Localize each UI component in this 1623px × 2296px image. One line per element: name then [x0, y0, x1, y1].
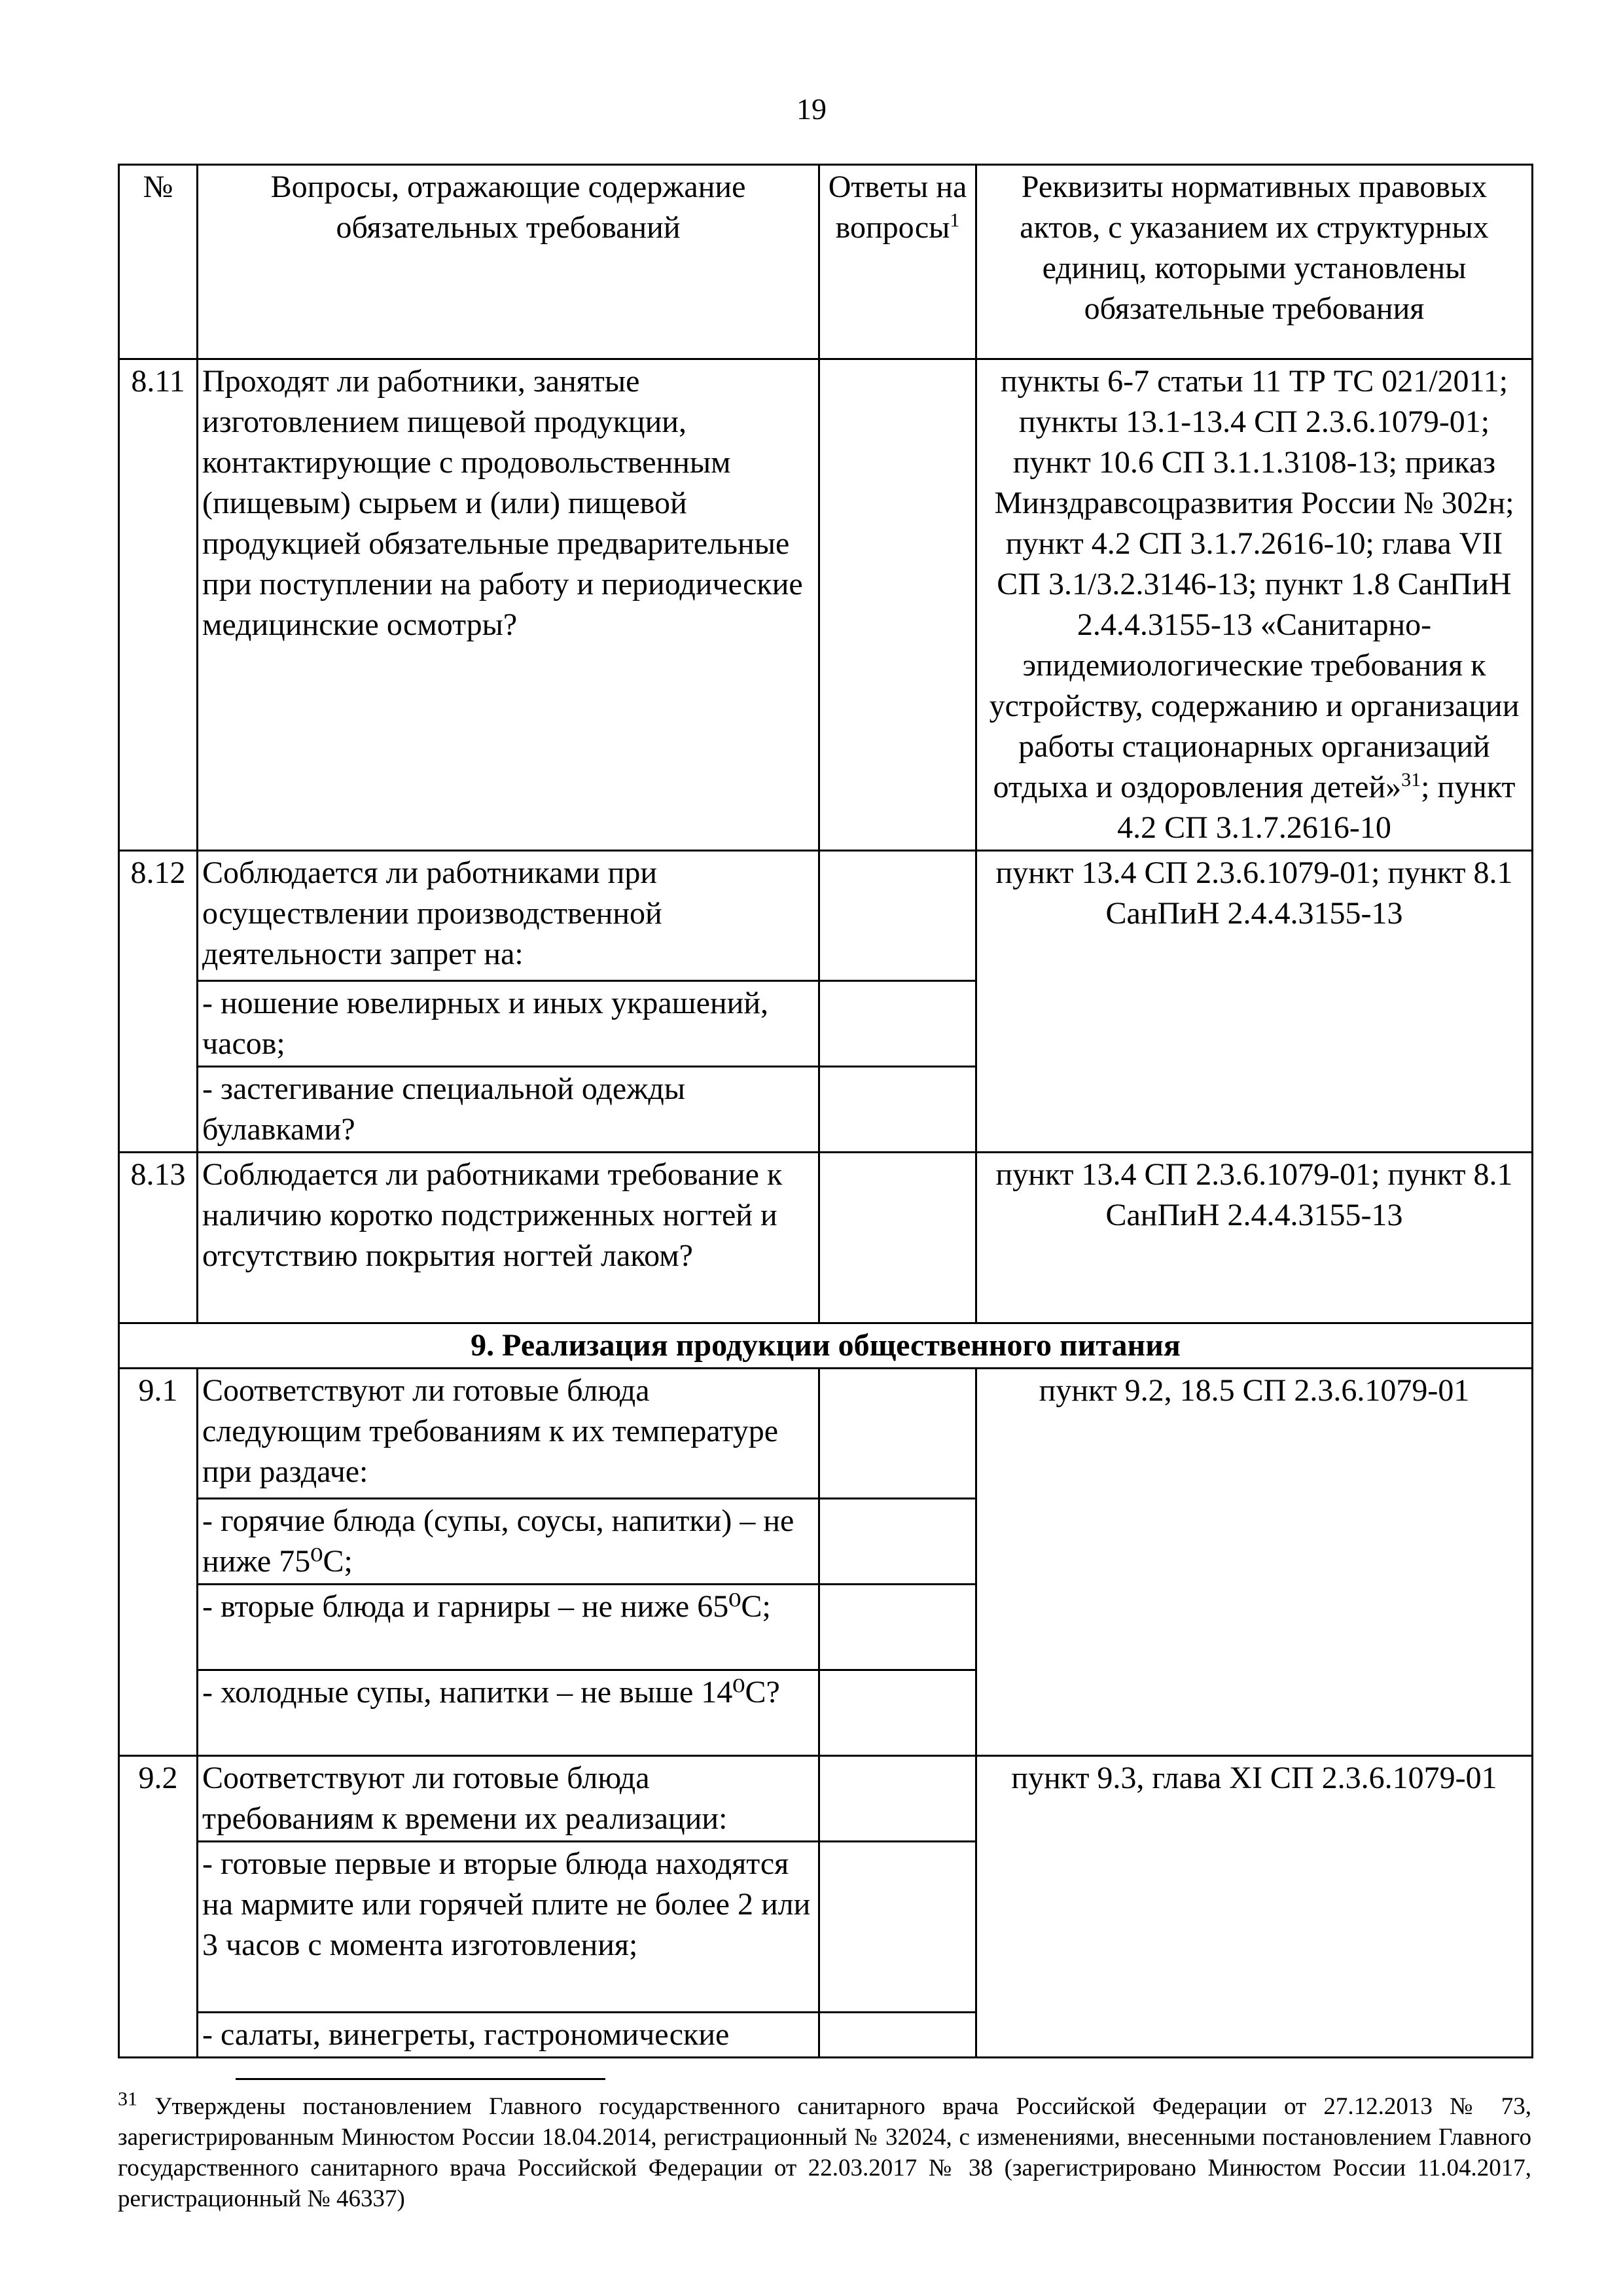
answer-cell[interactable] — [819, 1585, 976, 1670]
question-subitem: - вторые блюда и гарниры – не ниже 65⁰С; — [198, 1585, 819, 1670]
requisites-cell: пункт 9.3, глава XI СП 2.3.6.1079-01 — [976, 1756, 1533, 2058]
footnote-mark: 31 — [1401, 769, 1421, 791]
header-num: № — [119, 165, 198, 359]
row-number: 8.13 — [119, 1153, 198, 1323]
table-header-row — [119, 165, 1533, 359]
requisites-text-cont: ; пункт 4.2 СП 3.1.7.2616-10 — [1117, 770, 1516, 845]
section-title: 9. Реализация продукции общественного питания — [119, 1323, 1533, 1369]
answer-cell[interactable] — [819, 981, 976, 1067]
footnote-mark: 31 — [118, 2088, 137, 2110]
header-answers — [819, 165, 976, 359]
footnote-text: Утверждены постановлением Главного государственного санитарного врача Российской Федерации от 27.12.2013 № 73, зарегистрированным Минюстом России 18.04.2014, регистрационный № 32024, с изменениями, внесенными постановлением Главного государственного санитарного врача Российской Федерации от 22.03.2017 № 38 (зарегистрировано Минюстом России 11.04.2017, регистрационный № 46337) — [118, 2093, 1532, 2212]
requisites-text: пункты 6-7 статьи 11 ТР ТС 021/2011; пункты 13.1-13.4 СП 2.3.6.1079-01; пункт 10.6 СП 3.1.1.3108-13; приказ Минздравсоцразвития России № 302н; пункт 4.2 СП 3.1.7.2616-10; глава VII СП 3.1/3.2.3146-13; пункт 1.8 СанПиН 2.4.4.3155-13 «Санитарно-эпидемиологические требования к устройству, содержанию и организации работы стационарных организаций отдыха и оздоровления детей» — [989, 364, 1520, 804]
requisites-cell: пункт 13.4 СП 2.3.6.1079-01; пункт 8.1 СанПиН 2.4.4.3155-13 — [976, 851, 1533, 1153]
row-number: 8.12 — [119, 851, 198, 1153]
answer-cell[interactable] — [819, 1153, 976, 1323]
footnote — [118, 2088, 1532, 2214]
answer-cell[interactable] — [819, 359, 976, 851]
answer-cell[interactable] — [819, 1067, 976, 1153]
row-number: 8.11 — [119, 359, 198, 851]
question-cell: Соблюдается ли работниками требование к наличию коротко подстриженных ногтей и отсутствию покрытия ногтей лаком? — [198, 1153, 819, 1323]
answer-cell[interactable] — [819, 1756, 976, 1842]
row-number: 9.1 — [119, 1369, 198, 1756]
table-row — [119, 1369, 1533, 1499]
answer-cell[interactable] — [819, 1499, 976, 1585]
table-row — [119, 1756, 1533, 1842]
table-row — [119, 851, 1533, 981]
footnote-separator — [236, 2078, 605, 2080]
answer-cell[interactable] — [819, 1842, 976, 2013]
requirements-table — [118, 164, 1533, 2058]
header-requisites: Реквизиты нормативных правовых актов, с указанием их структурных единиц, которыми установлены обязательные требования — [976, 165, 1533, 359]
question-subitem: - готовые первые и вторые блюда находятся на мармите или горячей плите не более 2 или 3 часов с момента изготовления; — [198, 1842, 819, 2013]
row-number: 9.2 — [119, 1756, 198, 2058]
answer-cell[interactable] — [819, 1670, 976, 1756]
table-row — [119, 1153, 1533, 1323]
question-subitem: - горячие блюда (супы, соусы, напитки) – не ниже 75⁰С; — [198, 1499, 819, 1585]
header-question: Вопросы, отражающие содержание обязательных требований — [198, 165, 819, 359]
question-cell: Соответствуют ли готовые блюда следующим требованиям к их температуре при раздаче: — [198, 1369, 819, 1499]
answer-cell[interactable] — [819, 2013, 976, 2058]
answer-cell[interactable] — [819, 851, 976, 981]
question-cell: Проходят ли работники, занятые изготовлением пищевой продукции, контактирующие с продовольственным (пищевым) сырьем и (или) пищевой продукцией обязательные предварительные при поступлении на работу и периодические медицинские осмотры? — [198, 359, 819, 851]
section-heading-row — [119, 1323, 1533, 1369]
requisites-cell — [976, 359, 1533, 851]
header-answers-footnote-mark: 1 — [950, 209, 960, 231]
header-answers-text: Ответы на вопросы — [828, 170, 967, 245]
question-cell: Соответствуют ли готовые блюда требованиям к времени их реализации: — [198, 1756, 819, 1842]
requisites-cell: пункт 9.2, 18.5 СП 2.3.6.1079-01 — [976, 1369, 1533, 1756]
question-subitem: - застегивание специальной одежды булавками? — [198, 1067, 819, 1153]
requisites-cell: пункт 13.4 СП 2.3.6.1079-01; пункт 8.1 СанПиН 2.4.4.3155-13 — [976, 1153, 1533, 1323]
answer-cell[interactable] — [819, 1369, 976, 1499]
page-number: 19 — [796, 92, 827, 126]
question-subitem: - ношение ювелирных и иных украшений, часов; — [198, 981, 819, 1067]
question-subitem: - салаты, винегреты, гастрономические — [198, 2013, 819, 2058]
table-row — [119, 359, 1533, 851]
question-cell: Соблюдается ли работниками при осуществлении производственной деятельности запрет на: — [198, 851, 819, 981]
question-subitem: - холодные супы, напитки – не выше 14⁰С? — [198, 1670, 819, 1756]
